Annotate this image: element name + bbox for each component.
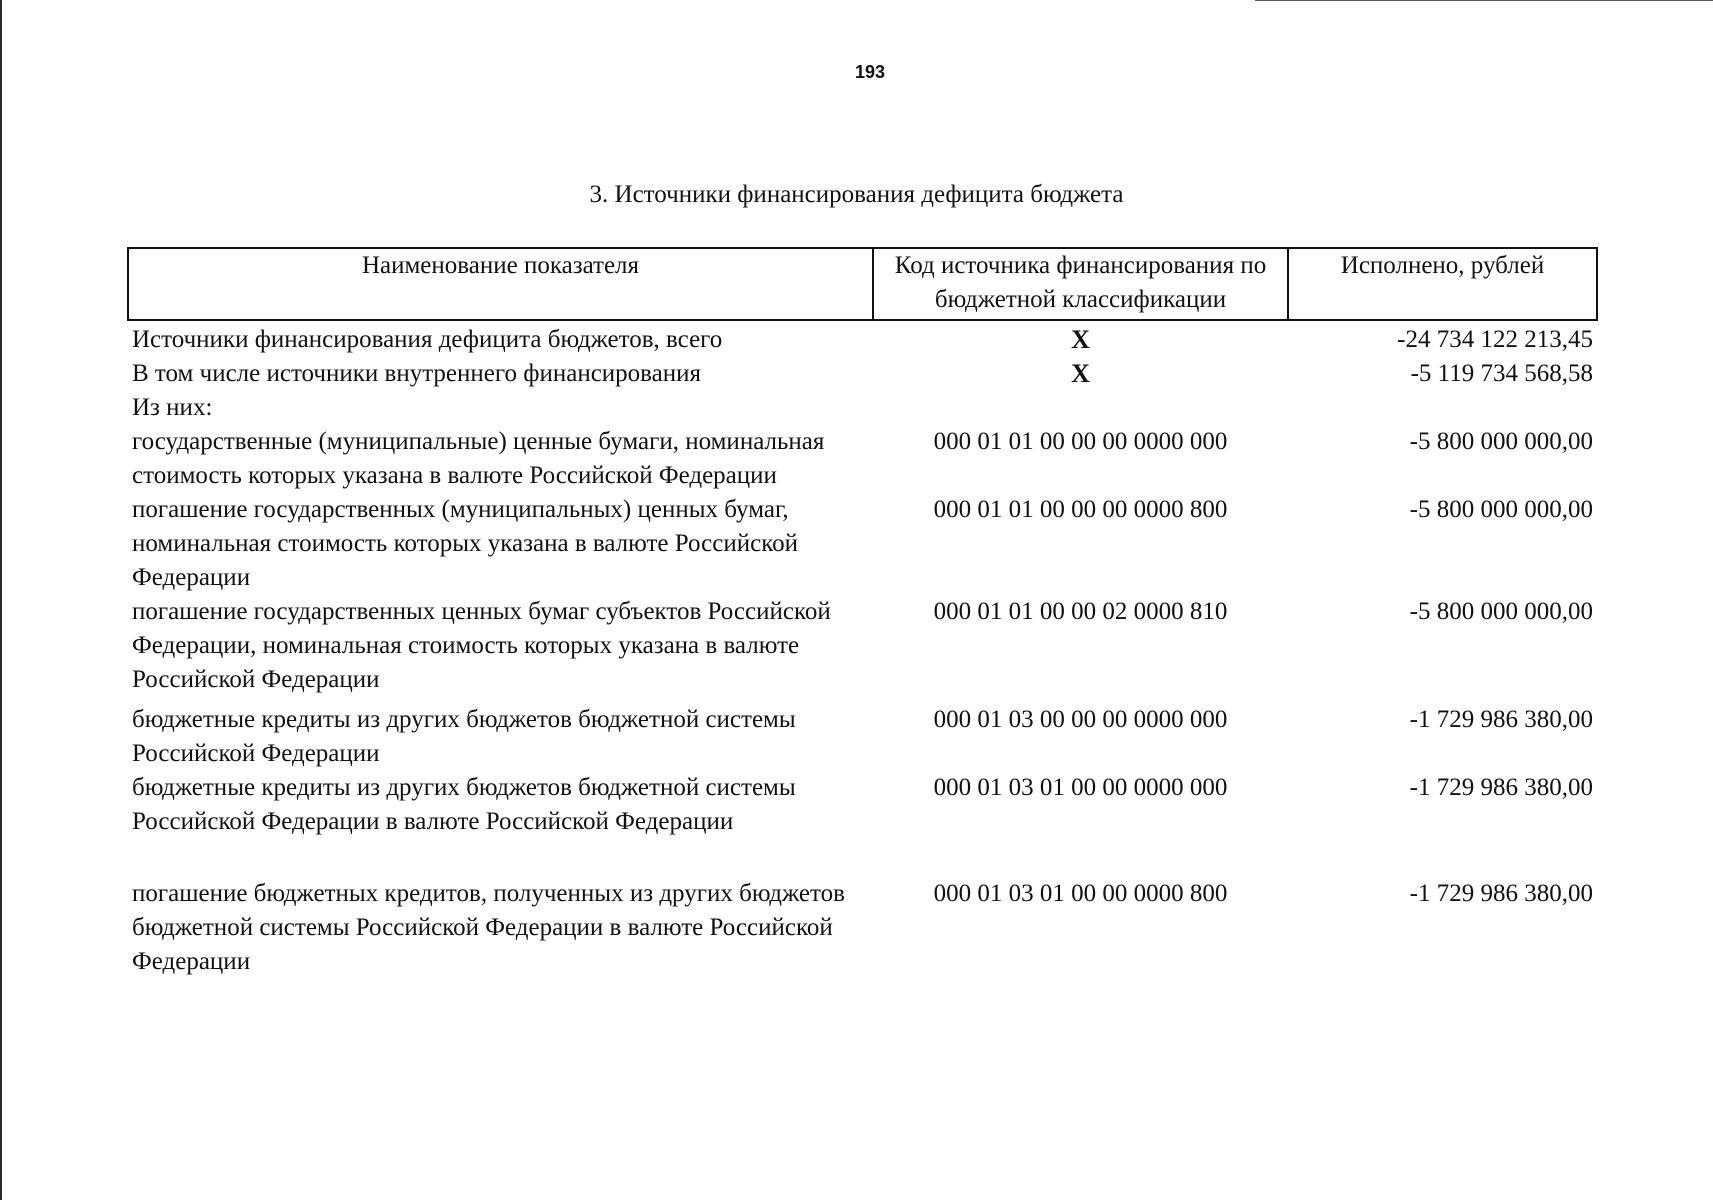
source-code — [873, 391, 1288, 425]
indicator-name: бюджетные кредиты из других бюджетов бюджетной системы Российской Федерации в валюте Российской Федерации — [132, 774, 796, 835]
source-code: X — [1071, 325, 1090, 354]
source-code: X — [1071, 359, 1090, 388]
table-header-row — [128, 248, 1597, 320]
indicator-name: погашение бюджетных кредитов, полученных из других бюджетов бюджетной системы Российской Федерации в валюте Российской Федерации — [132, 880, 845, 975]
table-row — [128, 595, 1597, 703]
table-row — [128, 877, 1597, 979]
header-source-code: Код источника финансирования по бюджетной классификации — [873, 248, 1288, 320]
indicator-name: Из них: — [132, 394, 213, 421]
source-code: 000 01 03 01 00 00 0000 800 — [933, 880, 1228, 907]
table-row — [128, 703, 1597, 771]
page-number: 193 — [854, 62, 886, 82]
table-row — [128, 357, 1597, 391]
table-row — [128, 320, 1597, 357]
executed-amount: -1 729 986 380,00 — [1409, 880, 1593, 907]
indicator-name: В том числе источники внутреннего финансирования — [132, 360, 701, 387]
source-code: 000 01 03 00 00 00 0000 000 — [933, 706, 1228, 733]
financing-sources-table — [127, 247, 1598, 979]
source-code: 000 01 03 01 00 00 0000 000 — [933, 774, 1228, 801]
executed-amount: -24 734 122 213,45 — [1397, 326, 1593, 353]
executed-amount: -5 800 000 000,00 — [1409, 496, 1593, 523]
table-row — [128, 771, 1597, 877]
source-code: 000 01 01 00 00 00 0000 800 — [933, 496, 1228, 523]
section-title: 3. Источники финансирования дефицита бюджета — [589, 181, 1124, 208]
scan-edge — [0, 0, 2, 1200]
executed-amount — [1288, 391, 1597, 425]
header-indicator-name: Наименование показателя — [128, 248, 873, 320]
executed-amount: -5 800 000 000,00 — [1409, 598, 1593, 625]
indicator-name: государственные (муниципальные) ценные бумаги, номинальная стоимость которых указана в валюте Российской Федерации — [132, 428, 825, 489]
indicator-name: бюджетные кредиты из других бюджетов бюджетной системы Российской Федерации — [132, 706, 796, 767]
table-row — [128, 391, 1597, 425]
table-row — [128, 493, 1597, 595]
executed-amount: -1 729 986 380,00 — [1409, 706, 1593, 733]
indicator-name: Источники финансирования дефицита бюджетов, всего — [132, 326, 723, 353]
header-executed-amount: Исполнено, рублей — [1288, 248, 1597, 320]
source-code: 000 01 01 00 00 02 0000 810 — [933, 598, 1228, 625]
executed-amount: -1 729 986 380,00 — [1409, 774, 1593, 801]
executed-amount: -5 119 734 568,58 — [1410, 360, 1593, 387]
executed-amount: -5 800 000 000,00 — [1409, 428, 1593, 455]
source-code: 000 01 01 00 00 00 0000 000 — [933, 428, 1228, 455]
table-row — [128, 425, 1597, 493]
indicator-name: погашение государственных ценных бумаг субъектов Российской Федерации, номинальная стоимость которых указана в валюте Российской Федерации — [132, 598, 831, 693]
indicator-name: погашение государственных (муниципальных) ценных бумаг, номинальная стоимость которых указана в валюте Российской Федерации — [132, 496, 798, 591]
scan-edge-top — [1255, 0, 1713, 1]
